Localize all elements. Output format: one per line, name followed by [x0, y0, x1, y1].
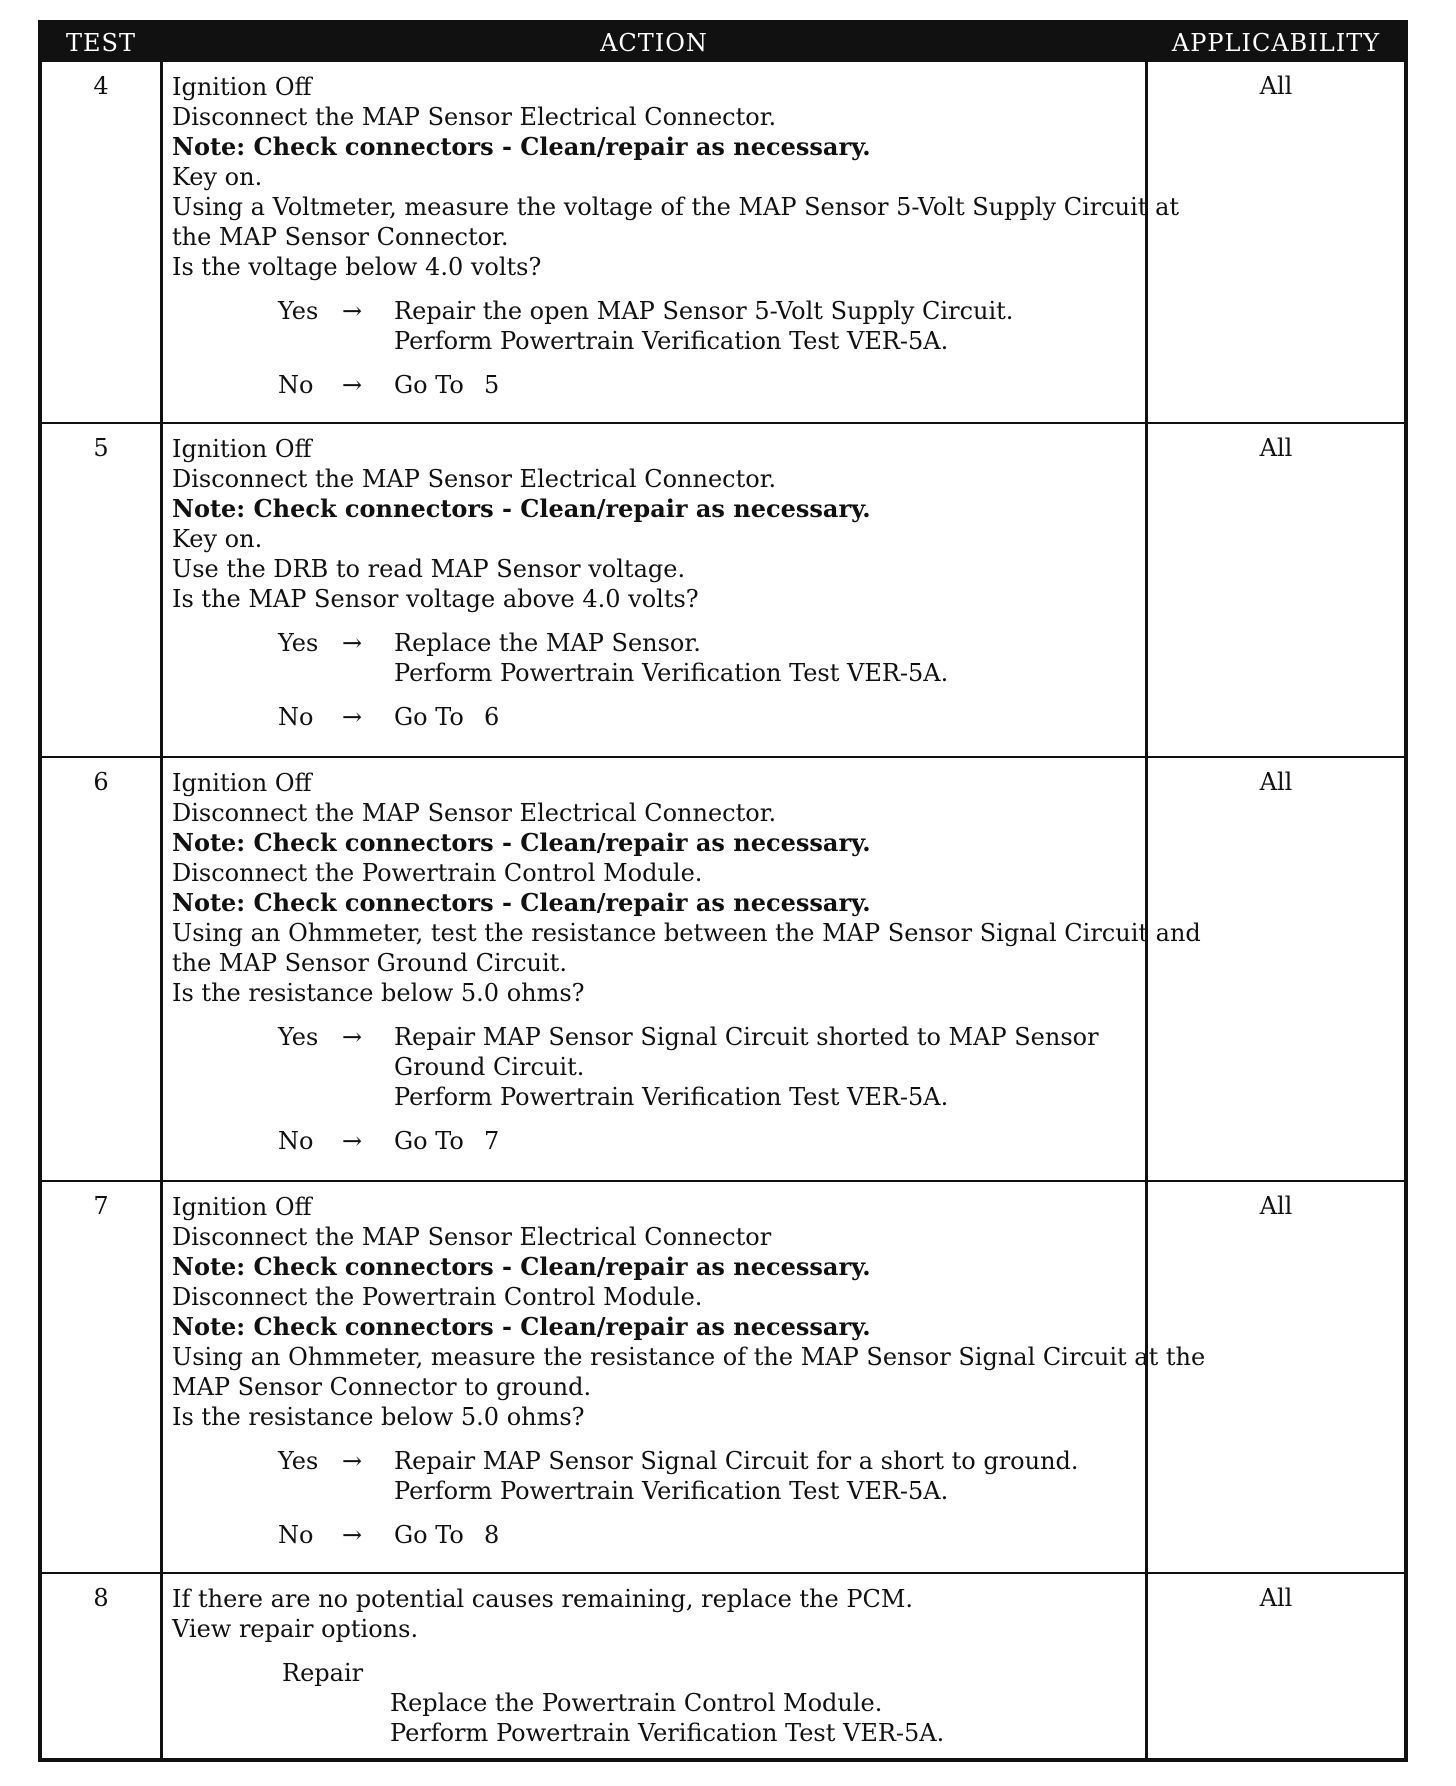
applicability-cell: All: [1259, 72, 1293, 100]
repair-branch: [172, 1658, 1140, 1748]
action-line: Disconnect the MAP Sensor Electrical Connector: [172, 1223, 772, 1251]
yes-result: Perform Powertrain Verification Test VER-5A.: [394, 1477, 949, 1505]
action-line: Ignition Off: [172, 435, 312, 463]
action-line: Disconnect the MAP Sensor Electrical Connector.: [172, 799, 777, 827]
arrow-icon: →: [342, 1127, 363, 1155]
yes-label: Yes: [278, 629, 319, 657]
diagnostic-table: [38, 20, 1408, 1762]
action-line: Ignition Off: [172, 1193, 312, 1221]
test-number: 8: [93, 1584, 109, 1612]
no-branch: [172, 702, 1140, 732]
header-test: TEST: [66, 29, 136, 57]
yes-result: Repair MAP Sensor Signal Circuit shorted to MAP Sensor: [394, 1023, 1099, 1051]
goto-label: Go To: [394, 1127, 464, 1155]
yes-branch: [172, 628, 1140, 688]
action-line: the MAP Sensor Ground Circuit.: [172, 949, 567, 977]
no-label: No: [278, 1127, 314, 1155]
action-line: Disconnect the Powertrain Control Module.: [172, 859, 703, 887]
note-line: Note: Check connectors - Clean/repair as necessary.: [172, 494, 871, 523]
action-line: Using an Ohmmeter, test the resistance between the MAP Sensor Signal Circuit and: [172, 919, 1201, 947]
yes-result: Ground Circuit.: [394, 1053, 585, 1081]
yes-result: Repair MAP Sensor Signal Circuit for a short to ground.: [394, 1447, 1079, 1475]
action-line: Use the DRB to read MAP Sensor voltage.: [172, 555, 686, 583]
note-line: Note: Check connectors - Clean/repair as necessary.: [172, 132, 871, 161]
no-label: No: [278, 703, 314, 731]
arrow-icon: →: [342, 371, 363, 399]
arrow-icon: →: [342, 297, 363, 325]
action-line: Disconnect the Powertrain Control Module.: [172, 1283, 703, 1311]
action-line: If there are no potential causes remaining, replace the PCM.: [172, 1585, 914, 1613]
goto-number: 7: [484, 1127, 500, 1155]
arrow-icon: →: [342, 1023, 363, 1051]
goto-number: 5: [484, 371, 500, 399]
note-line: Note: Check connectors - Clean/repair as necessary.: [172, 828, 871, 857]
action-line: MAP Sensor Connector to ground.: [172, 1373, 592, 1401]
goto-label: Go To: [394, 1521, 464, 1549]
action-cell: [172, 1584, 1140, 1748]
yes-label: Yes: [278, 297, 319, 325]
applicability-cell: All: [1259, 1192, 1293, 1220]
action-line: Is the voltage below 4.0 volts?: [172, 253, 542, 281]
no-branch: [172, 1126, 1140, 1156]
table-row: [42, 756, 1404, 1180]
note-line: Note: Check connectors - Clean/repair as necessary.: [172, 1312, 871, 1341]
note-line: Note: Check connectors - Clean/repair as necessary.: [172, 1252, 871, 1281]
table-row: [42, 1180, 1404, 1572]
action-cell: [172, 72, 1180, 400]
action-cell: [172, 1192, 1206, 1550]
yes-label: Yes: [278, 1023, 319, 1051]
yes-result: Perform Powertrain Verification Test VER-5A.: [394, 1083, 949, 1111]
repair-result: Replace the Powertrain Control Module.: [390, 1689, 883, 1717]
goto-number: 6: [484, 703, 500, 731]
repair-result: Perform Powertrain Verification Test VER-5A.: [390, 1719, 945, 1747]
repair-label: Repair: [282, 1659, 364, 1687]
no-label: No: [278, 371, 314, 399]
action-line: Disconnect the MAP Sensor Electrical Connector.: [172, 103, 777, 131]
yes-label: Yes: [278, 1447, 319, 1475]
note-line: Note: Check connectors - Clean/repair as necessary.: [172, 888, 871, 917]
header-action: ACTION: [600, 29, 708, 57]
table-row: [42, 1572, 1404, 1758]
yes-result: Perform Powertrain Verification Test VER-5A.: [394, 327, 949, 355]
action-line: Is the MAP Sensor voltage above 4.0 volts?: [172, 585, 699, 613]
yes-branch: [172, 1022, 1140, 1112]
action-line: Is the resistance below 5.0 ohms?: [172, 979, 585, 1007]
action-cell: [172, 434, 1140, 732]
action-line: Using an Ohmmeter, measure the resistance of the MAP Sensor Signal Circuit at the: [172, 1343, 1206, 1371]
action-line: Ignition Off: [172, 769, 312, 797]
action-cell: [172, 768, 1201, 1156]
action-line: Disconnect the MAP Sensor Electrical Connector.: [172, 465, 777, 493]
yes-branch: [172, 296, 1140, 356]
goto-label: Go To: [394, 703, 464, 731]
arrow-icon: →: [342, 703, 363, 731]
no-label: No: [278, 1521, 314, 1549]
test-number: 7: [93, 1192, 109, 1220]
action-line: Key on.: [172, 525, 263, 553]
no-branch: [172, 1520, 1140, 1550]
arrow-icon: →: [342, 1521, 363, 1549]
goto-label: Go To: [394, 371, 464, 399]
applicability-cell: All: [1259, 1584, 1293, 1612]
table-row: [42, 422, 1404, 756]
yes-result: Replace the MAP Sensor.: [394, 629, 701, 657]
applicability-cell: All: [1259, 434, 1293, 462]
header-applicability: APPLICABILITY: [1171, 29, 1381, 57]
yes-branch: [172, 1446, 1140, 1506]
test-number: 6: [93, 768, 109, 796]
test-number: 5: [93, 434, 109, 462]
action-line: Key on.: [172, 163, 263, 191]
test-number: 4: [93, 72, 109, 100]
table-header: [42, 24, 1404, 62]
action-line: the MAP Sensor Connector.: [172, 223, 509, 251]
arrow-icon: →: [342, 629, 363, 657]
arrow-icon: →: [342, 1447, 363, 1475]
action-line: Is the resistance below 5.0 ohms?: [172, 1403, 585, 1431]
action-line: View repair options.: [172, 1615, 419, 1643]
table-row: [42, 62, 1404, 422]
yes-result: Perform Powertrain Verification Test VER-5A.: [394, 659, 949, 687]
action-line: Ignition Off: [172, 73, 312, 101]
yes-result: Repair the open MAP Sensor 5-Volt Supply Circuit.: [394, 297, 1014, 325]
no-branch: [172, 370, 1140, 400]
goto-number: 8: [484, 1521, 500, 1549]
action-line: Using a Voltmeter, measure the voltage of the MAP Sensor 5-Volt Supply Circuit at: [172, 193, 1180, 221]
applicability-cell: All: [1259, 768, 1293, 796]
